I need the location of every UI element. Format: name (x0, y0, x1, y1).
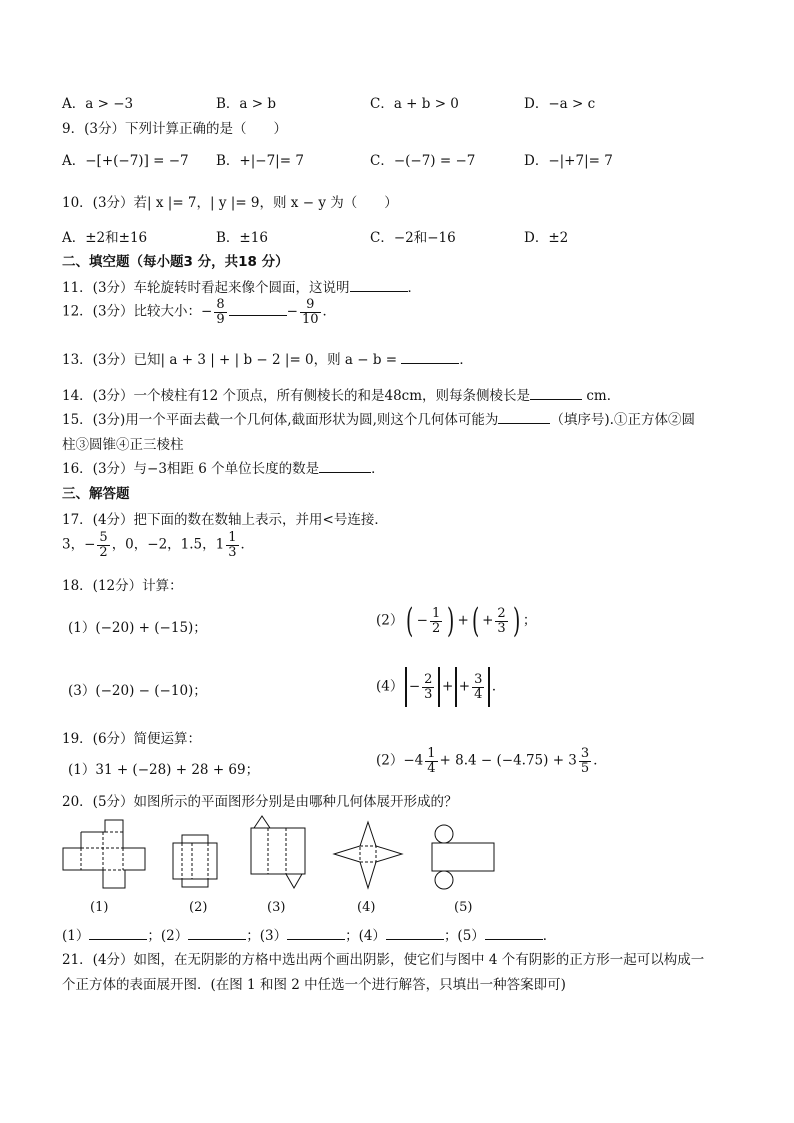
q8-option-d: D．−a > c (524, 96, 596, 112)
q16-end: ． (371, 461, 385, 477)
figure-label-2: (2) (189, 900, 208, 915)
q16-answer-blank[interactable] (319, 460, 371, 473)
abs-bar (405, 667, 407, 707)
q18-stem: 18．(12分）计算： (62, 578, 183, 594)
q16 (62, 457, 385, 477)
q8-option-b: B．a > b (216, 96, 277, 112)
q10-option-c: C．−2和−16 (370, 230, 456, 246)
q20-answers (62, 924, 556, 944)
q20-ans-2-label: ；(2） (147, 928, 189, 944)
q20-ans-4-label: ；(4） (345, 928, 386, 944)
right-paren: ) (447, 601, 455, 641)
net-figure-3 (248, 814, 308, 890)
q17-f1-den: 2 (99, 544, 108, 560)
q10-option-b: B．±16 (216, 230, 268, 246)
q21-line-2: 个正方体的表面展开图．(在图 1 和图 2 中任选一个进行解答，只填出一种答案即可) (62, 977, 566, 993)
q15-text: 15．(3分)用一个平面去截一个几何体,截面形状为圆,则这个几何体可能为 (62, 412, 499, 428)
q14-answer-blank[interactable] (530, 387, 582, 400)
q18-part-4 (376, 667, 505, 707)
q20-answer-blank-3[interactable] (287, 927, 345, 940)
q20-answer-blank-5[interactable] (485, 927, 543, 940)
q18-p4-a-sign: − (408, 678, 421, 695)
q18-p2-b-den: 3 (497, 620, 506, 636)
q20-answer-blank-2[interactable] (188, 927, 246, 940)
q10-stem: 10．(3分）若| x |= 7，| y |= 9，则 x − y 为（ ） (62, 195, 398, 211)
q21-line-1: 21．(4分）如图，在无阴影的方格中选出两个画出阴影，使它们与图中 4 个有阴影的正方形一起可以构成一 (62, 952, 705, 968)
q11 (62, 276, 421, 296)
q17-f1-num: 5 (99, 530, 108, 545)
left-paren: ( (406, 601, 414, 641)
q13-answer-blank[interactable] (401, 351, 459, 364)
q15-line-2: 柱③圆锥④正三棱柱 (62, 437, 184, 453)
q18-p4-a-num: 2 (424, 671, 433, 687)
q19-p2-fraction-2 (579, 747, 591, 775)
q18-p4-b-den: 4 (474, 686, 483, 702)
q9-option-c: C．−(−7) = −7 (370, 153, 476, 169)
figure-label-4: (4) (357, 900, 376, 915)
q18-p2-pre: (2） (376, 612, 404, 629)
q19-part-1: (1）31 + (−28) + 28 + 69； (68, 762, 260, 778)
q17-f2-den: 3 (228, 544, 237, 560)
q13 (62, 348, 473, 368)
abs-bar (488, 667, 490, 707)
q18-p2-fraction-b (495, 607, 507, 635)
q18-p4-b-num: 3 (474, 671, 483, 687)
q19-stem: 19．(6分）简便运算： (62, 731, 202, 747)
q18-p2-a-sign: − (416, 612, 428, 629)
q18-p2-end: ； (522, 612, 537, 629)
q12-answer-blank[interactable] (229, 303, 287, 316)
q9-option-b: B．+|−7|= 7 (216, 153, 304, 169)
q18-p2-a-num: 1 (431, 605, 441, 621)
net-figure-4 (332, 820, 404, 890)
q20-ans-1-label: (1） (62, 928, 90, 944)
net-figure-1 (62, 818, 146, 890)
q13-end: ． (459, 352, 473, 368)
q19-p2-end: ． (593, 752, 607, 769)
q12-f2-num: 9 (300, 298, 321, 313)
q18-p4-end: ． (491, 678, 506, 695)
q16-text: 16．(3分）与−3相距 6 个单位长度的数是 (62, 461, 320, 477)
q10-option-d: D．±2 (524, 230, 569, 246)
q9-option-a: A．−[+(−7)] = −7 (62, 153, 189, 169)
q12-f1-num: 8 (216, 297, 225, 312)
abs-bar (455, 667, 457, 707)
q18-part-3: (3）(−20) − (−10)； (68, 683, 207, 699)
q11-text: 11．(3分）车轮旋转时看起来像个圆面，这说明 (62, 280, 350, 296)
section-2-heading: 二、填空题（每小题3 分，共18 分） (62, 254, 289, 270)
q17-fraction-2 (226, 531, 238, 559)
q18-p2-fraction-a (430, 607, 442, 635)
q20-ans-end: ． (542, 928, 557, 944)
q12-pre: 12．(3分）比较大小：− (62, 303, 213, 320)
q19-f2-den: 5 (580, 760, 590, 776)
q18-part-1: (1）(−20) + (−15)； (68, 620, 207, 636)
q19-p2-pre: (2）−4 (376, 752, 424, 769)
q13-text: 13．(3分）已知| a + 3 | + | b − 2 |= 0，则 a − b = (62, 352, 398, 368)
q17-fraction-1 (97, 531, 109, 559)
q14 (62, 384, 620, 404)
q12-fraction-2 (300, 298, 321, 326)
q20-ans-3-label: ；(3） (246, 928, 288, 944)
q18-p4-b-sign: + (458, 678, 471, 695)
q14-end: cm． (586, 388, 621, 404)
q19-p2-mid: + 8.4 − (−4.75) + 3 (439, 752, 577, 769)
q17-f2-num: 1 (228, 530, 237, 545)
q17-nums-b: ，0，−2，1.5，1 (111, 536, 225, 553)
q17-nums-end: ． (240, 536, 255, 553)
q8-option-a: A．a > −3 (62, 96, 134, 112)
q19-f1-num: 1 (427, 746, 436, 761)
q15-answer-blank[interactable] (498, 411, 550, 424)
q14-text: 14．(3分）一个棱柱有12 个顶点，所有侧棱长的和是48cm，则每条侧棱长是 (62, 388, 531, 404)
q20-stem: 20．(5分）如图所示的平面图形分别是由哪种几何体展开形成的？ (62, 794, 458, 810)
q12-mid: − (286, 303, 298, 320)
q9-option-d: D．−|+7|= 7 (524, 153, 613, 169)
q20-ans-5-label: ；(5） (443, 928, 485, 944)
q11-end: ． (407, 280, 422, 296)
q20-answer-blank-4[interactable] (386, 927, 444, 940)
q18-p4-fraction-a (422, 673, 434, 701)
q18-p4-pre: (4） (376, 678, 404, 695)
right-paren: ) (512, 601, 520, 641)
q18-p4-fraction-b (472, 673, 484, 701)
q18-part-2 (376, 601, 537, 641)
q17-numbers (62, 531, 254, 559)
q20-answer-blank-1[interactable] (89, 927, 147, 940)
q18-p2-b-num: 2 (497, 605, 506, 621)
q11-answer-blank[interactable] (350, 279, 408, 292)
q19-f1-den: 4 (427, 760, 436, 776)
left-paren: ( (471, 601, 480, 641)
figure-label-1: (1) (90, 900, 109, 915)
q10-option-a: A．±2和±16 (62, 230, 148, 246)
q19-part-2 (376, 747, 607, 775)
q15-line-1 (62, 408, 695, 428)
q12-end: ． (322, 303, 336, 320)
q12-f1-den: 9 (216, 311, 225, 327)
net-figure-2 (170, 833, 220, 889)
q8-option-c: C．a + b > 0 (370, 96, 459, 112)
q12 (62, 298, 336, 326)
q18-p2-plus: + (457, 612, 469, 629)
q15-line1-end: （填序号).①正方体②圆 (550, 412, 695, 428)
section-3-heading: 三、解答题 (62, 486, 130, 502)
q17-nums-a: 3，− (62, 536, 96, 553)
abs-bar (438, 667, 440, 707)
q12-f2-den: 10 (301, 311, 319, 327)
q19-p2-fraction-1 (425, 747, 437, 775)
figure-label-5: (5) (454, 900, 473, 915)
net-figure-5 (428, 824, 498, 894)
q17-stem: 17．(4分）把下面的数在数轴上表示，并用<号连接． (62, 512, 388, 528)
figure-label-3: (3) (267, 900, 286, 915)
q18-p4-plus: + (441, 678, 454, 695)
q9-stem: 9．(3分）下列计算正确的是（ ） (62, 121, 287, 137)
q19-f2-num: 3 (580, 746, 590, 761)
q18-p4-a-den: 3 (424, 686, 433, 702)
q18-p2-a-den: 2 (431, 620, 441, 636)
q12-fraction-1 (214, 298, 226, 326)
q18-p2-b-sign: + (482, 612, 494, 629)
